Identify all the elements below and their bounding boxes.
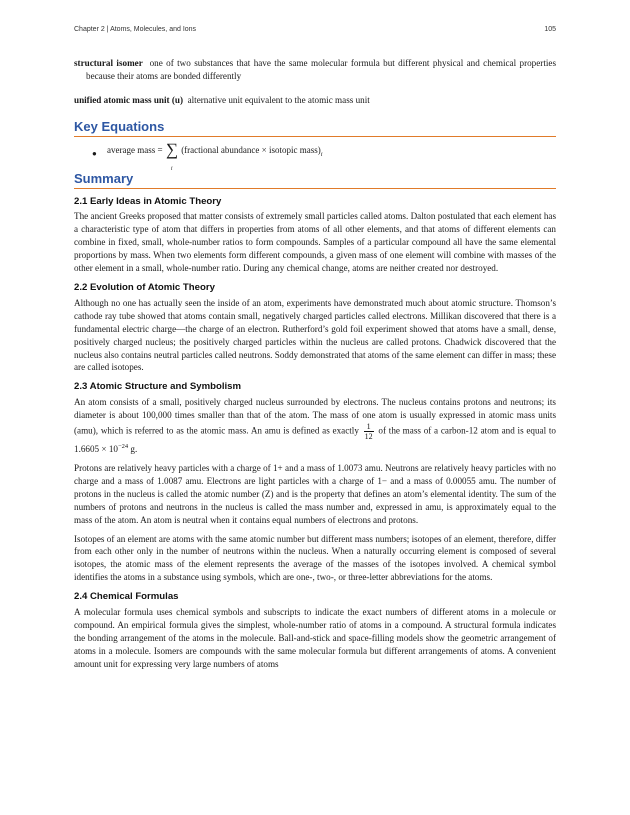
section-2-2-paragraph: Although no one has actually seen the inside of an atom, experiments have demonstrated much about atomic structure. Thomson’s cathode ray tube showed that atoms contain small, negatively charged particles called electrons. Millikan discovered that there is a fundamental electric charge—the charge of an electron. Rutherford’s gold foil experiment showed that atoms have a small, dense, positively charged nucleus; the positively charged particles within the nucleus are called protons. Chadwick discovered that the nucleus also contains neutral particles called neutrons. Soddy demonstrated that atoms of the same element can differ in mass; these are called isotopes.	[74, 297, 556, 373]
equation-lhs: average mass =	[107, 144, 163, 155]
equation-rhs: (fractional abundance × isotopic mass)	[181, 144, 321, 155]
page-content	[74, 57, 556, 677]
running-header	[74, 26, 556, 38]
glossary-term: unified atomic mass unit (u)	[74, 94, 184, 105]
section-2-4-paragraph: A molecular formula uses chemical symbols and subscripts to indicate the exact numbers of different atoms in a molecule or compound. An empirical formula gives the simplest, whole-number ratio of atoms in a compound. A structural formula indicates the bonding arrangement of the atoms in the molecule. Ball-and-stick and space-filling models show the geometric arrangement of atoms in a molecule. Isomers are compounds with the same molecular formula but different arrangements of atoms. A convenient amount unit for expressing very large numbers of atoms	[74, 607, 556, 669]
summation-symbol: ∑ i	[166, 144, 178, 157]
key-equations-heading: Key Equations	[74, 121, 556, 137]
section-2-1-paragraph: The ancient Greeks proposed that matter consists of extremely small particles called atoms. Dalton postulated that each element has a characteristic type of atom that differs in properties from atoms of all other elements, and that atoms of different elements can combine in fixed, small, whole-number ratios to form compounds. Samples of a particular compound all have the same elemental proportions by mass. When two elements form different compounds, a given mass of one element will combine with masses of the other element in a small, whole-number ratio. During any chemical change, atoms are neither created nor destroyed.	[74, 211, 556, 274]
section-heading-2-2: 2.2 Evolution of Atomic Theory	[74, 281, 215, 293]
average-mass-equation	[107, 139, 323, 172]
chapter-title: Chapter 2 | Atoms, Molecules, and Ions	[74, 26, 197, 33]
section-heading-2-4: 2.4 Chemical Formulas	[74, 591, 179, 603]
glossary-term: structural isomer	[74, 58, 143, 68]
glossary-entry	[74, 57, 556, 83]
equation-rhs-subscript: i	[320, 150, 323, 158]
bullet-icon: ●	[92, 148, 97, 158]
glossary-definition: alternative unit equivalent to the atomic mass unit	[187, 94, 370, 105]
section-heading-2-1: 2.1 Early Ideas in Atomic Theory	[74, 195, 222, 207]
glossary-entry	[74, 94, 556, 107]
section-2-3-paragraph-2: Protons are relatively heavy particles with a charge of 1+ and a mass of 1.0073 amu. Neutrons are relatively heavy particles with no charge and a mass of 1.0087 amu. Electrons are light particles with a charge of 1− and a mass of 0.00055 amu. The number of protons in the nucleus is called the atomic number (Z) and is the property that defines an atom’s elemental identity. The sum of the numbers of protons and neutrons in the nucleus is called the mass number and, expressed in amu, is approximately equal to the mass of the atom. An atom is neutral when it contains equal numbers of electrons and protons.	[74, 462, 556, 525]
section-heading-2-3: 2.3 Atomic Structure and Symbolism	[74, 381, 242, 393]
summary-heading: Summary	[74, 173, 556, 189]
key-equation	[74, 139, 556, 172]
section-2-3-paragraph-1: An atom consists of a small, positively charged nucleus surrounded by electrons. The nucleus contains protons and neutrons; its diameter is about 100,000 times smaller than that of the atom. The mass of one atom is usually expressed in atomic mass units (amu), which is referred to as the atomic mass. An amu is defined as exactly $\frac{1}{12}$ of the mass of a carbon-12 atom and is equal to $1.6605 \times 10^{-24}$ g.	[74, 397, 556, 455]
summation-index: i	[170, 165, 173, 172]
glossary-definition: one of two substances that have the same molecular formula but different physical and chemical properties because their atoms are bonded differently	[86, 58, 556, 81]
section-2-3-paragraph-3: Isotopes of an element are atoms with the same atomic number but different mass numbers; isotopes of an element, therefore, differ from each other only in the number of neutrons within the nucleus. When a naturally occurring element is composed of several isotopes, the atomic mass of the element represents the average of the masses of the isotopes involved. A chemical symbol identifies the atoms in a substance using symbols, which are one-, two-, or three-letter abbreviations for the atoms.	[74, 533, 556, 583]
fraction-one-twelfth: $\frac{1}{12}$	[364, 422, 373, 442]
page-number: 105	[544, 26, 556, 33]
